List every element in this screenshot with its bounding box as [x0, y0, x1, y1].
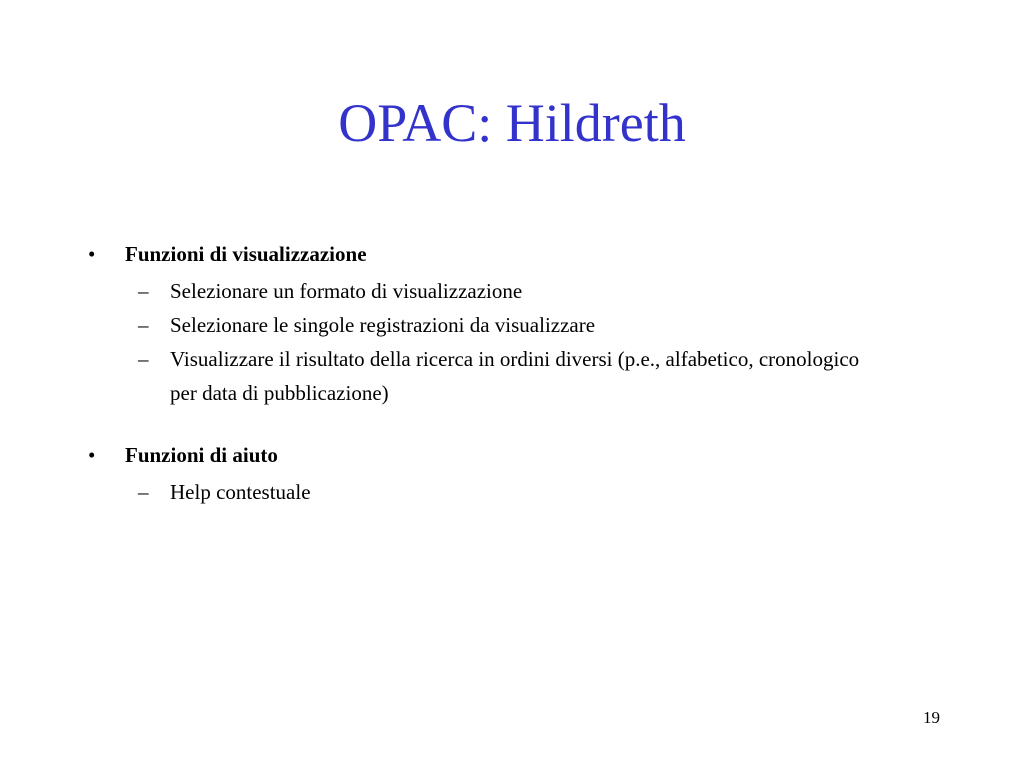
sub-item — [88, 308, 890, 342]
sub-item-text: Selezionare le singole registrazioni da visualizzare — [170, 313, 596, 337]
sub-item-text: Visualizzare il risultato della ricerca in ordini diversi (p.e., alfabetico, cronologico per data di pubblicazione) — [170, 347, 860, 405]
bullet-heading: Funzioni di aiuto — [125, 443, 278, 467]
dash-icon: – — [138, 347, 149, 371]
sub-item — [88, 274, 890, 308]
bullet-icon: • — [88, 242, 96, 266]
sub-item-text: Help contestuale — [170, 480, 311, 504]
sub-item-text: Selezionare un formato di visualizzazione — [170, 279, 523, 303]
dash-icon: – — [138, 480, 149, 504]
bullet-item — [88, 438, 948, 472]
sub-item — [88, 342, 890, 410]
bullet-icon: • — [88, 443, 96, 467]
slide-content — [88, 237, 948, 509]
page-number: 19 — [923, 708, 940, 727]
dash-icon: – — [138, 279, 149, 303]
sub-list — [88, 274, 948, 410]
dash-icon: – — [138, 313, 149, 337]
bullet-heading: Funzioni di visualizzazione — [125, 242, 367, 266]
group-spacer — [88, 410, 948, 438]
bullet-item — [88, 237, 948, 271]
slide-title: OPAC: Hildreth — [338, 93, 686, 153]
sub-item — [88, 475, 890, 509]
sub-list — [88, 475, 948, 509]
